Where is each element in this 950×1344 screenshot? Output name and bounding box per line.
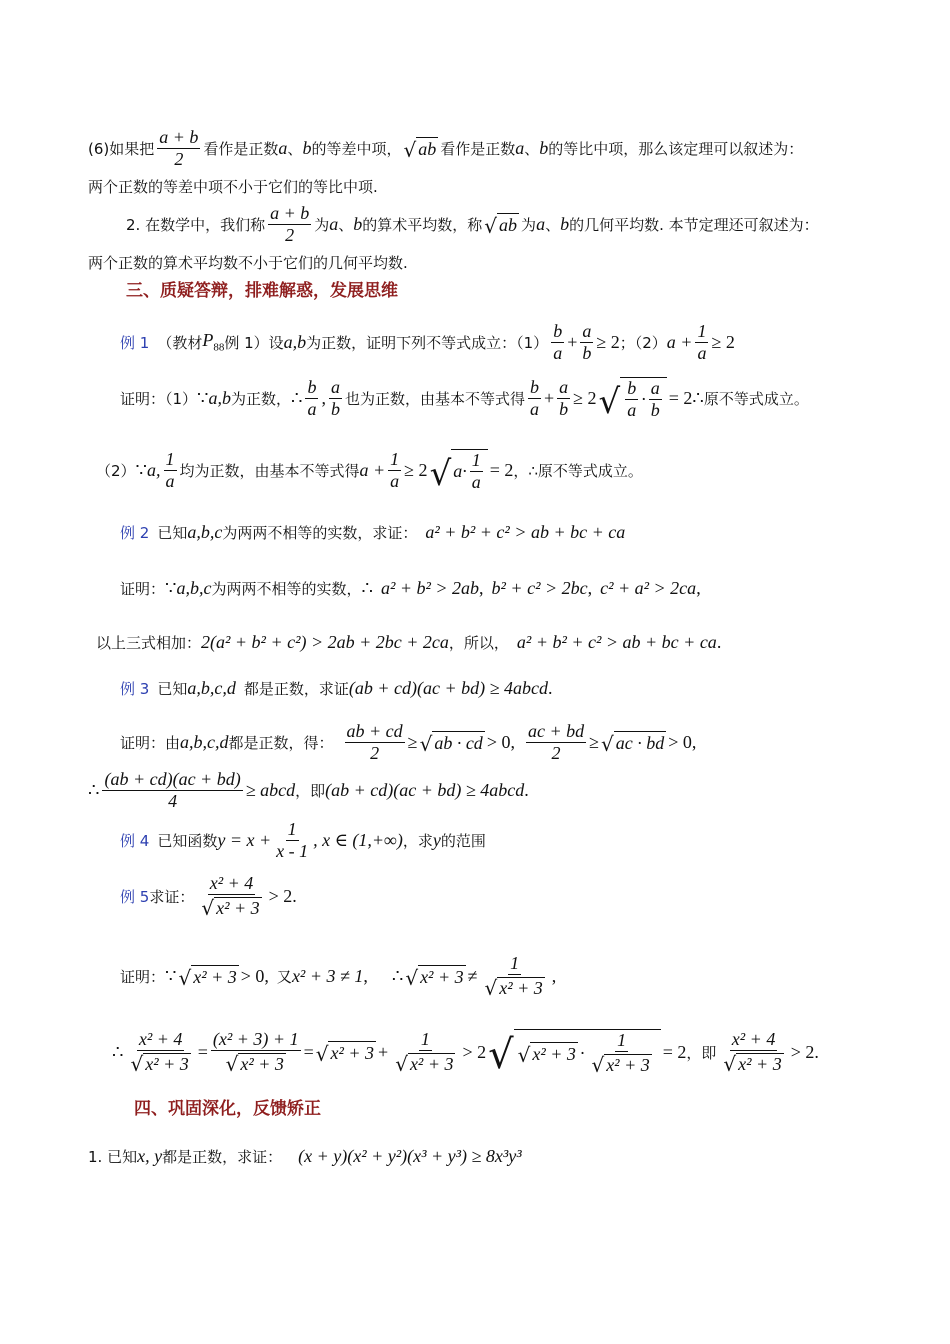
ex3-proof-2: ∴ $\frac{(ab + cd)(ac + bd)}{4}$ ≥ abcd ，即 (ab + cd)(ac + bd) ≥ 4abcd . <box>88 768 529 811</box>
p6-prefix: (6)如果把 <box>88 139 155 158</box>
p6-line2: 两个正数的等差中项不小于它们的等比中项. <box>88 177 378 196</box>
p6-line1: (6)如果把 $\frac{a + b}{2}$ 看作是正数 a 、 b 的等差中项， √ ab 看作是正数 a 、 b 的等比中项，那么该定理可以叙述为： <box>88 126 804 169</box>
p2-fraction: $\frac{a + b}{2}$ <box>270 202 310 245</box>
ex2-statement: 例 2 已知 a,b,c 为两两不相等的实数，求证： a² + b² + c² > ab + bc + ca <box>120 521 626 542</box>
ex3-statement: 例 3 已知 a,b,c,d 都是正数，求证 (ab + cd)(ac + bd) ≥ 4abcd . <box>120 677 553 698</box>
p2-sqrt: √ ab <box>484 213 518 238</box>
section-heading-4: 四、巩固深化，反馈矫正 <box>134 1098 321 1119</box>
p2-line1: 2. 在数学中，我们称 $\frac{a + b}{2}$ 为 a 、 b 的算术平均数，称 √ ab 为 a 、 b 的几何平均数. 本节定理还可叙述为： <box>126 202 819 245</box>
p6-sqrt: √ ab <box>403 137 437 162</box>
ex1-statement: 例 1 （教材 $P_{88}$ 例 1）设 a,b 为正数，证明下列不等式成立：（1） $\frac{b}{a}$ + $\frac{a}{b}$ ≥ 2 ；（2） a + $\frac{1}{a}$ ≥ 2 <box>120 320 735 363</box>
ex2-proof-2: 以上三式相加： 2(a² + b² + c²) > 2ab + 2bc + 2ca ，所以， a² + b² + c² > ab + bc + ca . <box>96 631 722 652</box>
ex3-proof-1: 证明：由 a,b,c,d 都是正数，得： $\frac{ab + cd}{2}$ ≥ √ ab · cd > 0 , $\frac{ac + bd}{2}$ ≥ √ ac · bd > 0 , <box>120 720 697 763</box>
section-heading-3: 三、质疑答辩，排难解惑，发展思维 <box>126 280 398 301</box>
ex4-statement: 例 4 已知函数 y = x + $\frac{1}{x - 1}$ , x ∈ (1,+∞) ，求 y 的范围 <box>120 818 486 861</box>
ex1-proof-1: 证明：（1） ∵ a,b 为正数， ∴ $\frac{b}{a}$ , $\frac{a}{b}$ 也为正数，由基本不等式得 $\frac{b}{a}$ + $\frac{a}{b}$ ≥ 2 √ $\frac{b}{a}$ · $\frac{a}{b}$ = 2 ∴ 原不等式成立。 <box>120 376 809 423</box>
ex5-proof-2: ∴ x² + 4 √ x² + 3 = (x² + 3) + 1 √ x² + 3 = √ x² + 3 + 1 √ x² + 3 > 2 √ √ x² + 3 · 1 √ x² + 3 = 2 ，即 x² + 4 √ x² + 3 > 2 . <box>112 1029 819 1078</box>
ex2-proof-1: 证明： ∵ a,b,c 为两两不相等的实数， ∴ a² + b² > 2ab , b² + c² > 2bc , c² + a² > 2ca , <box>120 577 701 598</box>
q1-statement: 1. 已知 x, y 都是正数，求证： (x + y)(x² + y²)(x³ + y³) ≥ 8x³y³ <box>88 1145 522 1166</box>
ex1-proof-2: （2） ∵ a, $\frac{1}{a}$ 均为正数，由基本不等式得 a + $\frac{1}{a}$ ≥ 2 √ a · $\frac{1}{a}$ = 2 ，∴原不等式成立。 <box>96 448 643 495</box>
p2-line2: 两个正数的算术平均数不小于它们的几何平均数. <box>88 253 408 272</box>
ex5-proof-1: 证明： ∵ √ x² + 3 > 0 , 又 x² + 3 ≠ 1 , ∴ √ x² + 3 ≠ 1 √ x² + 3 , <box>120 953 557 1000</box>
ex5-statement: 例 5 求证： x² + 4 √ x² + 3 > 2 . <box>120 873 297 920</box>
p6-fraction: $\frac{a + b}{2}$ <box>159 126 199 169</box>
